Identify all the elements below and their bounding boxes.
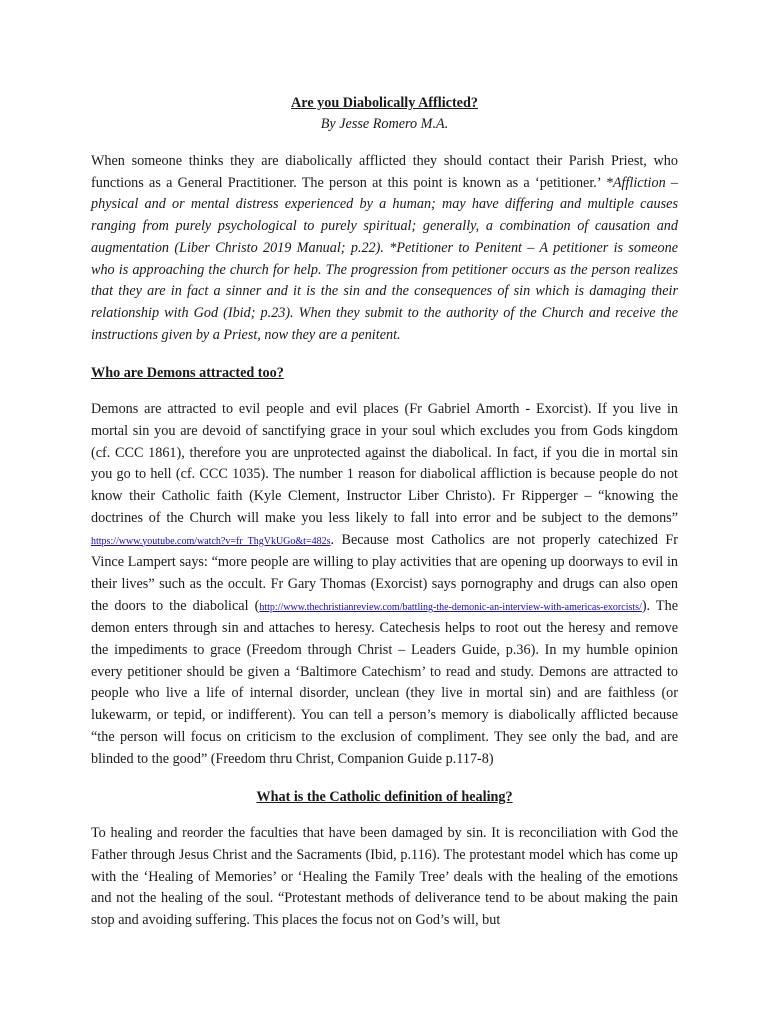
affliction-definition: *Affliction – physical and or mental distress experienced by a human; may have differing and multiple causes ranging from purely psychological to purely spiritual; generally, a combination of causation and augmentation (Liber Christo 2019 Manual; p.22).	[91, 174, 679, 256]
demons-text-1: Demons are attracted to evil people and evil places (Fr Gabriel Amorth - Exorcist). If you live in mortal sin you are devoid of sanctifying grace in your soul which excludes you from Gods kingdom (cf. CCC 1861), therefore you are unprotected against the diabolical. In fact, if you die in mortal sin you go to hell (cf. CCC 1035). The number 1 reason for diabolical affliction is because people do not know their Catholic faith (Kyle Clement, Instructor Liber Christo). Fr Ripperger – “knowing the doctrines of the Church will make you less likely to fall into error and be subject to the demons”	[91, 401, 678, 526]
section-heading-healing: What is the Catholic definition of healing?	[256, 789, 513, 806]
youtube-link[interactable]: https://www.youtube.com/watch?v=fr_ThgVkUGo&t=482s	[91, 535, 331, 547]
intro-paragraph	[91, 151, 678, 346]
section-heading-demons: Who are Demons attracted too?	[91, 365, 284, 382]
demons-text-3: ). The demon enters through sin and attaches to heresy. Catechesis helps to root out the heresy and remove the impediments to grace (Freedom through Christ – Leaders Guide, p.36). In my humble opinion every petitioner should be given a ‘Baltimore Catechism’ to read and study. Demons are attracted to people who live a life of internal disorder, unclean (they live in mortal sin) and are faithless (or lukewarm, or tepid, or indifferent). You can tell a person’s memory is diabolically afflicted because “the person will focus on criticism to the exclusion of compliment. They see only the bad, and are blinded to the good” (Freedom thru Christ, Companion Guide p.117-8)	[91, 597, 678, 767]
demons-paragraph	[91, 399, 678, 770]
intro-sentence: When someone thinks they are diabolically afflicted they should contact their Parish Priest, who functions as a General Practitioner. The person at this point is known as a ‘petitioner.’	[91, 153, 678, 191]
author-byline: By Jesse Romero M.A.	[320, 116, 449, 132]
document-title: Are you Diabolically Afflicted?	[291, 95, 478, 111]
healing-paragraph: To healing and reorder the faculties that have been damaged by sin. It is reconciliation with God the Father through Jesus Christ and the Sacraments (Ibid, p.116). The protestant model which has come up with the ‘Healing of Memories’ or ‘Healing the Family Tree’ deals with the healing of the emotions and not the healing of the soul. “Protestant methods of deliverance tend to be about making the pain stop and avoiding suffering. This places the focus not on God’s will, but	[91, 825, 678, 929]
demons-text-2: . Because most Catholics are not properly catechized Fr Vince Lampert says: “more people are willing to play activities that are opening up doorways to evil in their lives” such as the occult. Fr Gary Thomas (Exorcist) says pornography and drugs can also open the doors to the diabolical (	[91, 531, 678, 614]
penitent-definition: *Petitioner to Penitent – A petitioner is someone who is approaching the church for help. The progression from petitioner occurs as the person realizes that they are in fact a sinner and it is the sin and the consequences of sin which is damaging their relationship with God (Ibid; p.23). When they submit to the authority of the Church and receive the instructions given by a Priest, now they are a penitent.	[91, 239, 679, 343]
christian-review-link[interactable]: http://www.thechristianreview.com/battling-the-demonic-an-interview-with-americas-exorcists/	[259, 601, 642, 613]
document-page	[91, 93, 678, 932]
